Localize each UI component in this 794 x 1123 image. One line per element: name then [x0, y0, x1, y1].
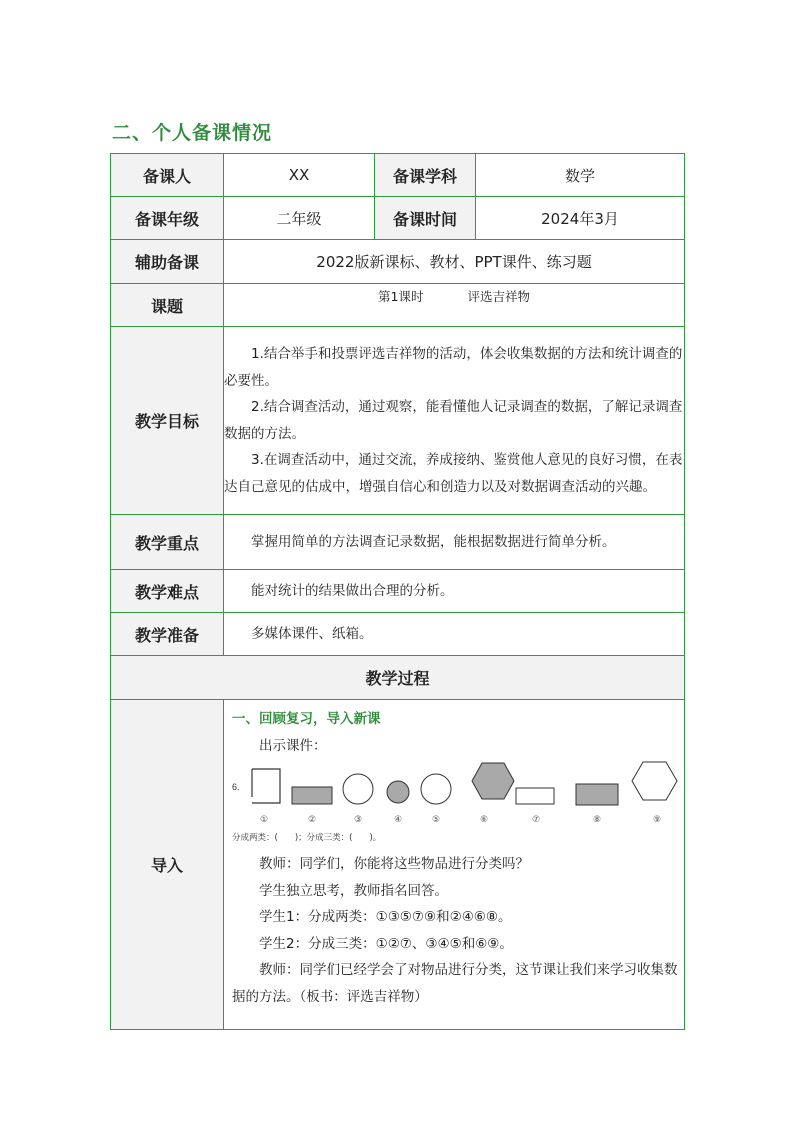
shape-white-circle	[421, 774, 451, 804]
label-topic: 课题	[111, 284, 224, 327]
shape-white-rectangle	[516, 788, 554, 804]
shape-label: ①	[259, 815, 269, 825]
prep-text: 多媒体课件、纸箱。	[251, 625, 373, 642]
value-prep	[224, 613, 685, 656]
value-preparer: XX	[224, 154, 375, 197]
row-intro	[111, 700, 685, 1030]
intro-line: 学生独立思考，教师指名回答。	[259, 882, 448, 899]
intro-heading: 一、回顾复习，导入新课	[232, 711, 381, 727]
goal-item: 1.结合举手和投票评选吉祥物的活动，体会收集数据的方法和统计调查的必要性。	[224, 346, 683, 389]
value-difficulty	[224, 570, 685, 613]
intro-line: 学生1：分成两类：①③⑤⑦⑨和②④⑥⑧。	[259, 909, 512, 925]
shape-label: ②	[307, 815, 317, 825]
label-aux: 辅助备课	[111, 240, 224, 284]
shape-label: ④	[393, 815, 403, 825]
figure-question: 分成两类：( )；分成三类：( )。	[232, 833, 382, 843]
row-preparer	[111, 154, 685, 197]
difficulty-text: 能对统计的结果做出合理的分析。	[251, 582, 454, 599]
shape-label: ⑤	[431, 815, 441, 825]
row-aux	[111, 240, 685, 284]
shapes-svg	[230, 761, 686, 849]
row-topic	[111, 284, 685, 327]
section-title: 二、个人备课情况	[112, 122, 273, 144]
shapes-figure	[232, 761, 684, 851]
shape-grey-hexagon	[472, 763, 514, 799]
label-grade: 备课年级	[111, 197, 224, 240]
value-subject: 数学	[476, 154, 685, 197]
value-time: 2024年3月	[476, 197, 685, 240]
shape-rectangle-outline	[252, 769, 280, 803]
intro-show: 出示课件：	[259, 737, 327, 754]
shape-white-circle	[343, 774, 373, 804]
row-prep	[111, 613, 685, 656]
value-key	[224, 515, 685, 570]
topic-title: 评选吉祥物	[467, 289, 530, 304]
intro-line: 教师：同学们，你能将这些物品进行分类吗？	[259, 856, 529, 872]
row-difficulty	[111, 570, 685, 613]
row-process-header	[111, 656, 685, 700]
shape-white-hexagon	[632, 762, 677, 800]
label-time: 备课时间	[375, 197, 476, 240]
intro-line: 教师：同学们已经学会了对物品进行分类，这节课让我们来学习收集数据的方法。（板书：评选吉祥物）	[232, 962, 678, 1005]
label-preparer: 备课人	[111, 154, 224, 197]
topic-lesson: 第1课时	[378, 289, 424, 304]
value-topic	[224, 284, 685, 327]
label-prep: 教学准备	[111, 613, 224, 656]
row-grade	[111, 197, 685, 240]
label-intro: 导入	[111, 700, 224, 1030]
intro-content	[224, 700, 685, 1030]
shape-grey-rectangle	[292, 787, 332, 804]
label-goals: 教学目标	[111, 327, 224, 515]
shape-label: ⑥	[479, 815, 489, 825]
shape-label: ⑧	[592, 815, 602, 825]
shape-grey-rectangle	[576, 784, 618, 805]
process-header: 教学过程	[111, 656, 685, 700]
key-text: 掌握用简单的方法调查记录数据，能根据数据进行简单分析。	[251, 533, 616, 550]
intro-line: 学生2：分成三类：①②⑦、③④⑤和⑥⑨。	[259, 935, 513, 952]
label-key: 教学重点	[111, 515, 224, 570]
value-grade: 二年级	[224, 197, 375, 240]
figure-number: 6.	[232, 782, 240, 792]
goal-item: 3.在调查活动中，通过交流，养成接纳、鉴赏他人意见的良好习惯，在表达自己意见的估成中，增强自信心和创造力以及对数据调查活动的兴趣。	[224, 452, 683, 495]
shape-label: ③	[353, 815, 363, 825]
row-key	[111, 515, 685, 570]
row-goals	[111, 327, 685, 515]
value-goals	[224, 327, 685, 515]
lesson-plan-table	[110, 153, 685, 1030]
label-subject: 备课学科	[375, 154, 476, 197]
goal-item: 2.结合调查活动，通过观察，能看懂他人记录调查的数据，了解记录调查数据的方法。	[224, 399, 683, 442]
label-difficulty: 教学难点	[111, 570, 224, 613]
shape-label: ⑦	[531, 815, 541, 825]
shape-grey-circle	[387, 781, 409, 803]
value-aux: 2022版新课标、教材、PPT课件、练习题	[224, 240, 685, 284]
shape-label: ⑨	[652, 815, 662, 825]
